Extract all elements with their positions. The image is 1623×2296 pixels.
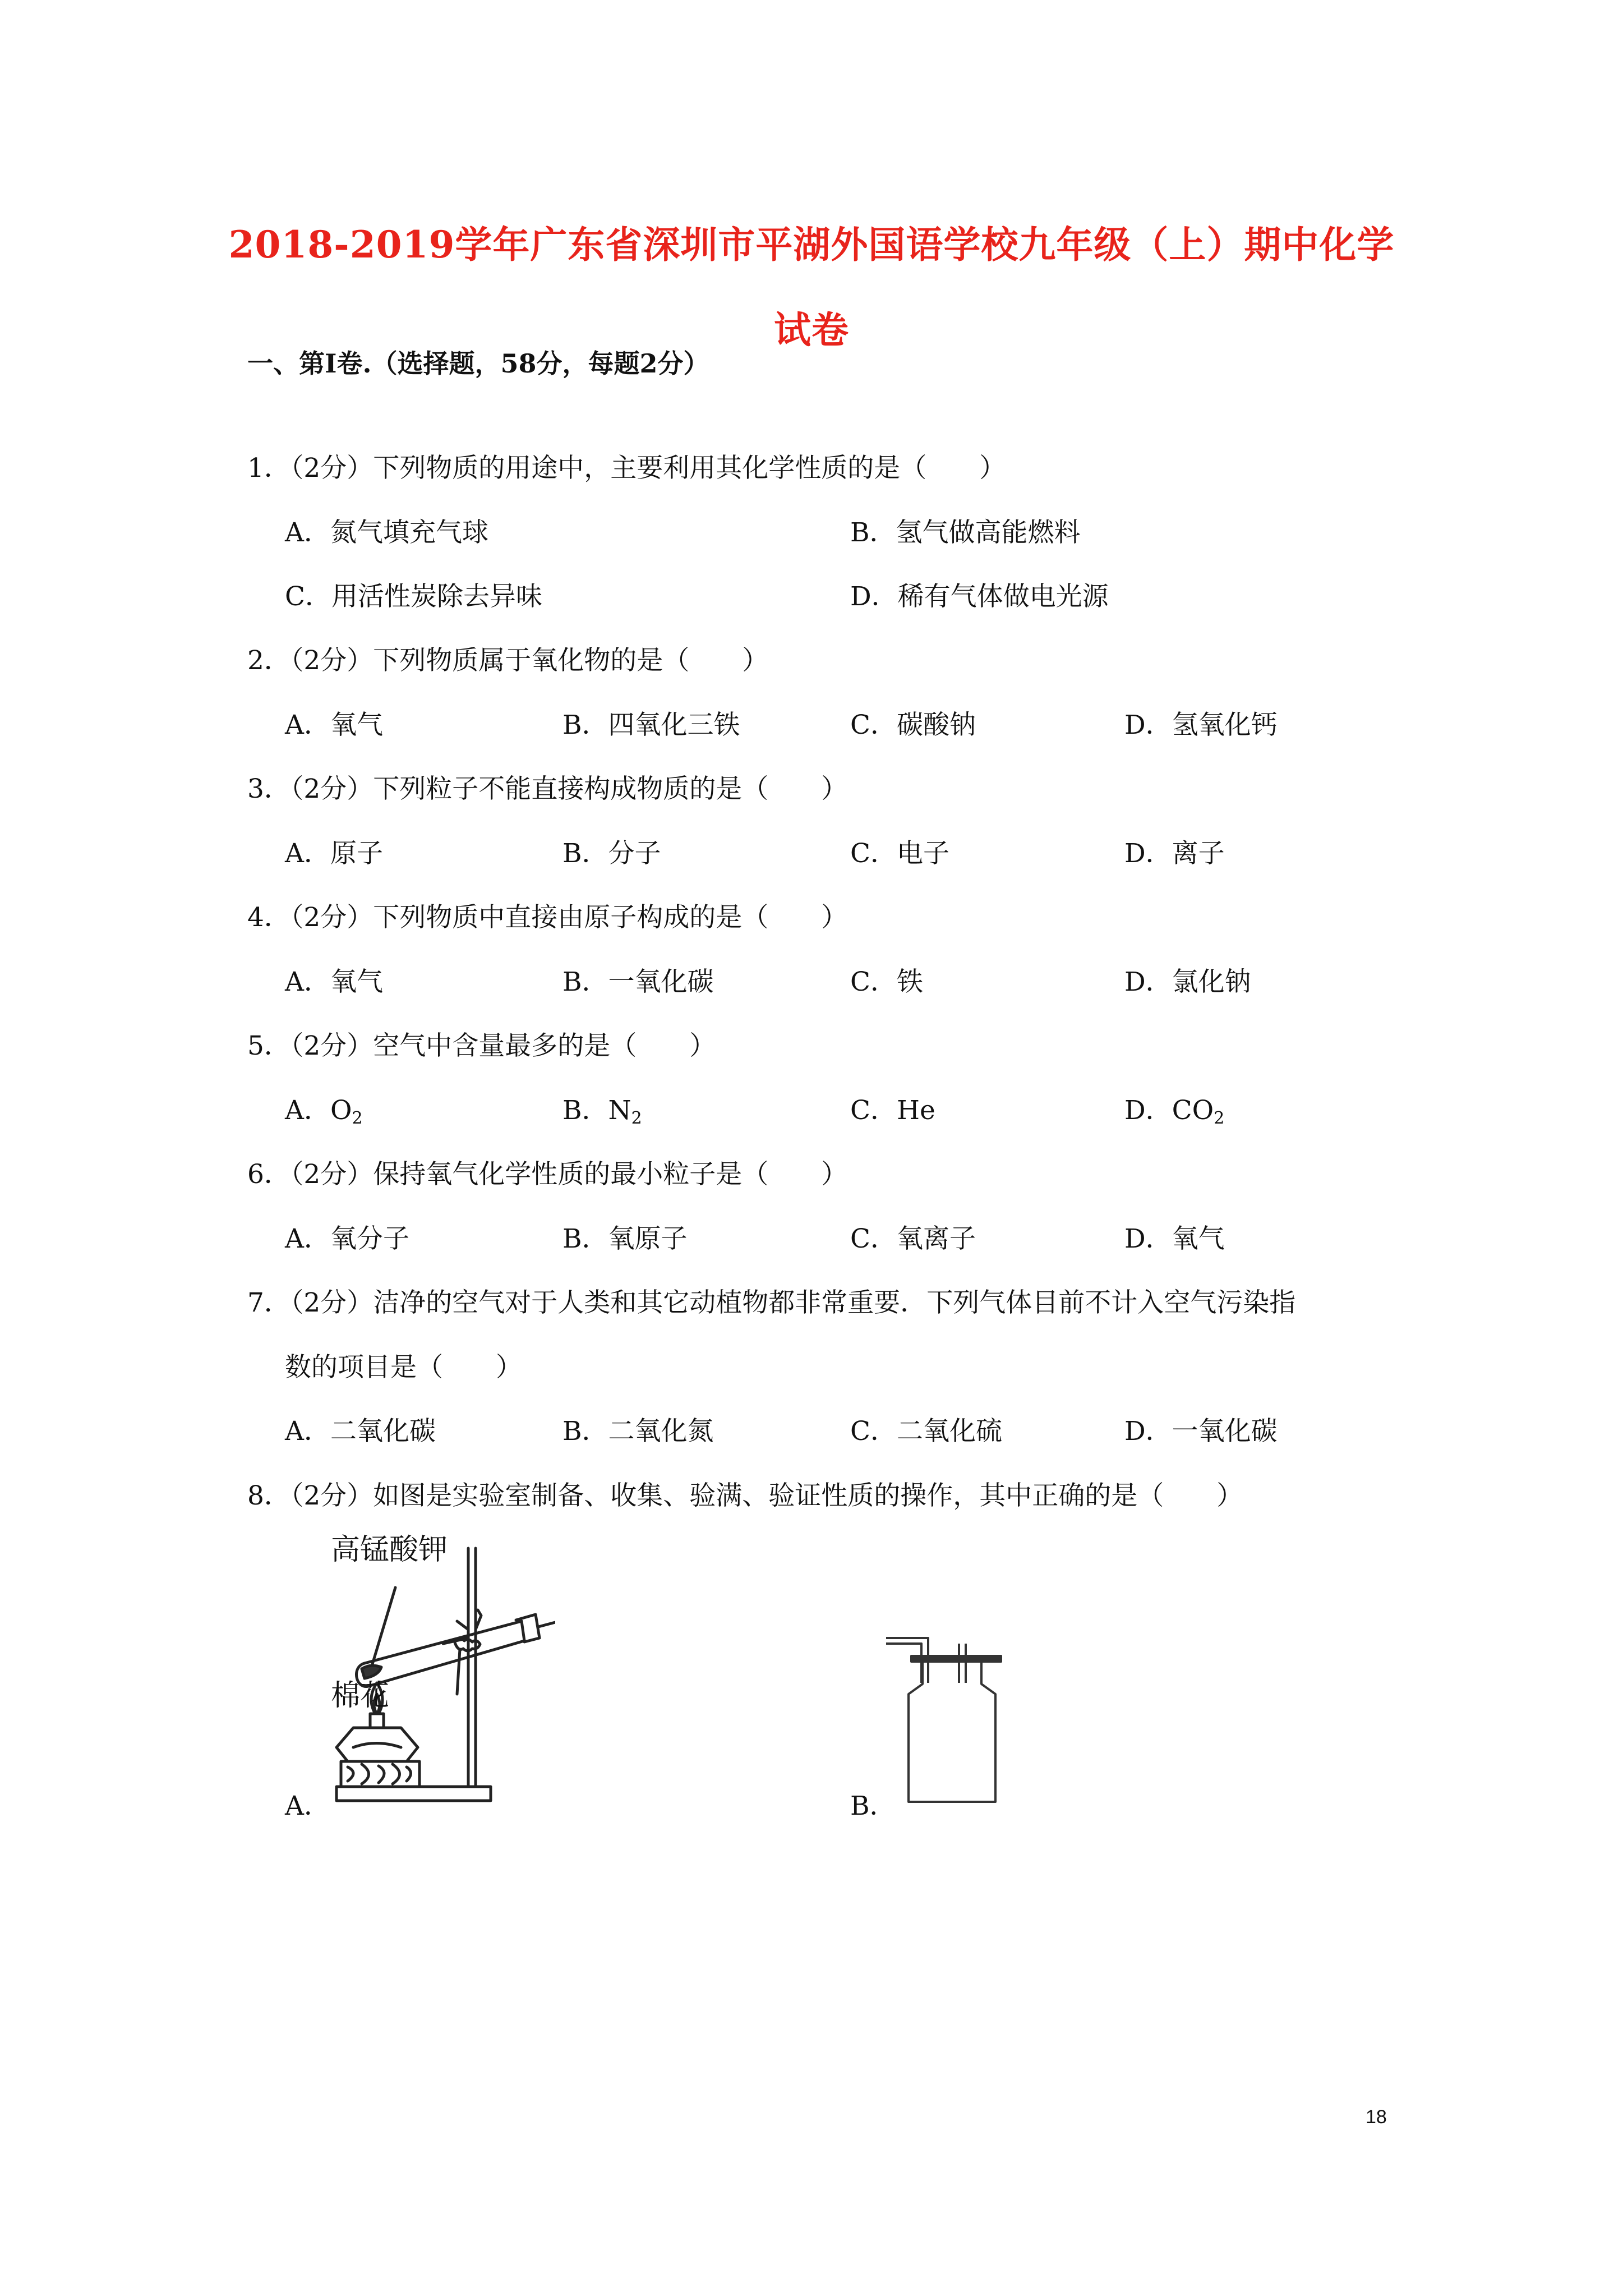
- label-cotton: 棉花: [331, 1679, 390, 1713]
- question-6-option-a: A．氧分子: [285, 1223, 409, 1254]
- question-5-option-a: A．$O_2$: [285, 1095, 363, 1128]
- question-7-option-b: B．二氧化氮: [562, 1416, 714, 1447]
- question-7-option-a: A．二氧化碳: [285, 1416, 436, 1447]
- label-potassium-permanganate: 高锰酸钾: [331, 1533, 448, 1567]
- question-1-stem: 1．（2分）下列物质的用途中，主要利用其化学性质的是（ ）: [247, 453, 1006, 484]
- question-1-option-b: B．氢气做高能燃料: [850, 517, 1081, 548]
- question-8-stem: 8．（2分）如图是实验室制备、收集、验满、验证性质的操作，其中正确的是（ ）: [247, 1480, 1243, 1511]
- document-title-line2: 试卷: [774, 308, 849, 352]
- question-8-option-a: A．: [285, 1791, 330, 1821]
- question-6-option-c: C．氧离子: [850, 1223, 976, 1254]
- question-2-stem: 2．（2分）下列物质属于氧化物的是（ ）: [247, 645, 769, 676]
- question-1-option-a: A．氮气填充气球: [285, 517, 488, 548]
- question-7-stem-continued: 数的项目是（ ）: [285, 1352, 522, 1383]
- page-number: 18: [1366, 2106, 1387, 2128]
- question-5-option-d: D．$CO_2$: [1124, 1095, 1225, 1128]
- question-3-option-a: A．原子: [285, 838, 383, 869]
- question-5-option-b: B．$N_2$: [562, 1095, 642, 1128]
- question-6-stem: 6．（2分）保持氧气化学性质的最小粒子是（ ）: [247, 1159, 848, 1190]
- question-5-option-c: C．He: [850, 1095, 935, 1126]
- question-3-option-b: B．分子: [562, 838, 661, 869]
- question-8-option-b: B．: [850, 1791, 896, 1821]
- question-6-option-b: B．氧原子: [562, 1223, 688, 1254]
- question-4-stem: 4．（2分）下列物质中直接由原子构成的是（ ）: [247, 902, 848, 933]
- question-4-option-d: D．氯化钠: [1124, 967, 1251, 997]
- figure-a-heating-apparatus: [331, 1526, 555, 1812]
- question-1-option-c: C．用活性炭除去异味: [285, 581, 542, 612]
- question-2-option-c: C．碳酸钠: [850, 710, 976, 740]
- question-3-option-d: D．离子: [1124, 838, 1225, 869]
- section-heading: 一、第Ⅰ卷.（选择题，58分，每题2分）: [247, 348, 709, 379]
- question-3-option-c: C．电子: [850, 838, 949, 869]
- gas-bottle-drawing: [883, 1621, 1012, 1812]
- question-5-stem: 5．（2分）空气中含量最多的是（ ）: [247, 1030, 716, 1061]
- question-7-option-c: C．二氧化硫: [850, 1416, 1002, 1447]
- question-2-option-d: D．氢氧化钙: [1124, 710, 1278, 740]
- question-3-stem: 3．（2分）下列粒子不能直接构成物质的是（ ）: [247, 774, 848, 804]
- question-7-option-d: D．一氧化碳: [1124, 1416, 1278, 1447]
- question-4-option-c: C．铁: [850, 967, 923, 997]
- document-title-line1: 2018-2019学年广东省深圳市平湖外国语学校九年级（上）期中化学: [228, 223, 1395, 266]
- question-6-option-d: D．氧气: [1124, 1223, 1225, 1254]
- question-2-option-b: B．四氧化三铁: [562, 710, 740, 740]
- question-2-option-a: A．氧气: [285, 710, 383, 740]
- question-1-option-d: D．稀有气体做电光源: [850, 581, 1109, 612]
- figure-b-gas-bottle: [883, 1621, 1012, 1812]
- question-4-option-b: B．一氧化碳: [562, 967, 714, 997]
- question-4-option-a: A．氧气: [285, 967, 383, 997]
- heating-apparatus-drawing: [331, 1526, 555, 1812]
- question-7-stem: 7．（2分）洁净的空气对于人类和其它动植物都非常重要．下列气体目前不计入空气污染指: [247, 1287, 1296, 1318]
